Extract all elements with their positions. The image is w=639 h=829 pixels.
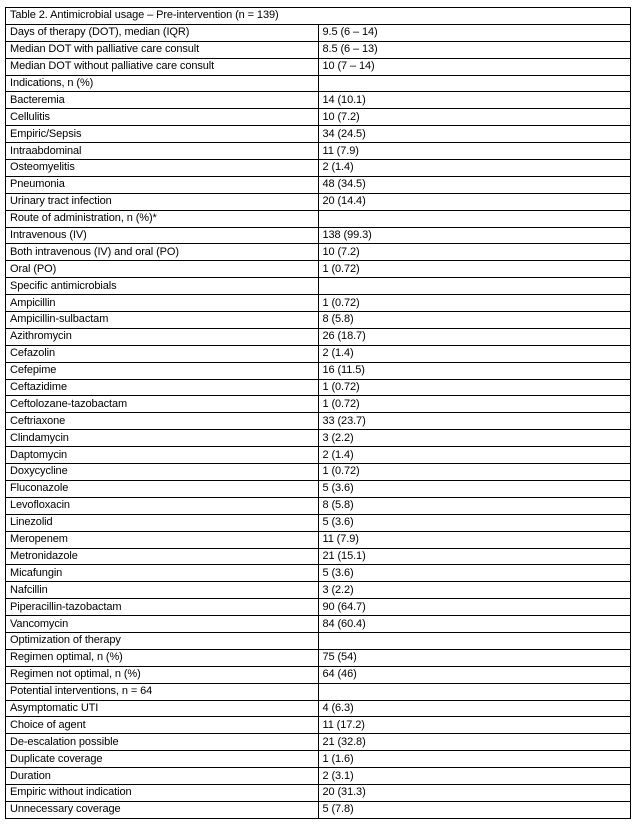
row-value: 11 (17.2) [318, 717, 631, 734]
row-value: 48 (34.5) [318, 176, 631, 193]
section-header-row [6, 632, 631, 649]
row-label: Urinary tract infection [6, 193, 319, 210]
table-row [6, 801, 631, 818]
table-row [6, 227, 631, 244]
row-value: 8.5 (6 – 13) [318, 41, 631, 58]
row-label: Piperacillin-tazobactam [6, 599, 319, 616]
row-label: Empiric/Sepsis [6, 126, 319, 143]
row-value: 16 (11.5) [318, 362, 631, 379]
table-row [6, 328, 631, 345]
row-value: 3 (2.2) [318, 430, 631, 447]
table-row [6, 413, 631, 430]
row-value: 5 (3.6) [318, 565, 631, 582]
table-row [6, 784, 631, 801]
table-row [6, 447, 631, 464]
row-label: Ceftriaxone [6, 413, 319, 430]
table-row [6, 565, 631, 582]
section-label: Optimization of therapy [6, 632, 319, 649]
table-row [6, 379, 631, 396]
row-value: 5 (3.6) [318, 480, 631, 497]
section-label: Potential interventions, n = 64 [6, 683, 319, 700]
table-title: Table 2. Antimicrobial usage – Pre-intervention (n = 139) [6, 8, 631, 25]
section-label: Specific antimicrobials [6, 278, 319, 295]
table-row [6, 531, 631, 548]
row-label: Metronidazole [6, 548, 319, 565]
antimicrobial-usage-table [5, 7, 631, 819]
table-row [6, 480, 631, 497]
row-label: Cellulitis [6, 109, 319, 126]
row-label: Duplicate coverage [6, 751, 319, 768]
section-label: Days of therapy (DOT), median (IQR) [6, 24, 319, 41]
table-row [6, 362, 631, 379]
row-label: Intraabdominal [6, 143, 319, 160]
row-value: 8 (5.8) [318, 312, 631, 329]
row-label: Regimen optimal, n (%) [6, 649, 319, 666]
row-label: Meropenem [6, 531, 319, 548]
table-row [6, 126, 631, 143]
row-value: 1 (0.72) [318, 261, 631, 278]
row-label: Unnecessary coverage [6, 801, 319, 818]
row-value: 10 (7.2) [318, 244, 631, 261]
table-row [6, 666, 631, 683]
row-value: 33 (23.7) [318, 413, 631, 430]
table-row [6, 41, 631, 58]
table-row [6, 176, 631, 193]
row-label: Duration [6, 768, 319, 785]
row-label: Azithromycin [6, 328, 319, 345]
table-row [6, 430, 631, 447]
table-row [6, 514, 631, 531]
row-value: 3 (2.2) [318, 582, 631, 599]
row-value: 84 (60.4) [318, 616, 631, 633]
row-label: Oral (PO) [6, 261, 319, 278]
table-row [6, 396, 631, 413]
table-row [6, 261, 631, 278]
row-value: 90 (64.7) [318, 599, 631, 616]
row-label: Choice of agent [6, 717, 319, 734]
row-value: 138 (99.3) [318, 227, 631, 244]
row-value: 11 (7.9) [318, 531, 631, 548]
section-header-row [6, 210, 631, 227]
section-value [318, 632, 631, 649]
table-row [6, 582, 631, 599]
section-value [318, 75, 631, 92]
row-label: Empiric without indication [6, 784, 319, 801]
row-label: Intravenous (IV) [6, 227, 319, 244]
table-row [6, 312, 631, 329]
row-label: Vancomycin [6, 616, 319, 633]
row-value: 2 (3.1) [318, 768, 631, 785]
row-label: Micafungin [6, 565, 319, 582]
row-value: 2 (1.4) [318, 160, 631, 177]
table-row [6, 58, 631, 75]
row-label: Median DOT with palliative care consult [6, 41, 319, 58]
row-label: Osteomyelitis [6, 160, 319, 177]
row-label: Bacteremia [6, 92, 319, 109]
row-value: 2 (1.4) [318, 345, 631, 362]
table-body [6, 8, 631, 819]
table-row [6, 700, 631, 717]
row-label: Pneumonia [6, 176, 319, 193]
row-label: Cefazolin [6, 345, 319, 362]
section-value: 9.5 (6 – 14) [318, 24, 631, 41]
table-row [6, 751, 631, 768]
table-row [6, 295, 631, 312]
row-label: Fluconazole [6, 480, 319, 497]
section-label: Indications, n (%) [6, 75, 319, 92]
row-label: Doxycycline [6, 464, 319, 481]
table-row [6, 345, 631, 362]
table-row [6, 497, 631, 514]
section-value [318, 683, 631, 700]
row-value: 20 (14.4) [318, 193, 631, 210]
table-row [6, 548, 631, 565]
row-value: 4 (6.3) [318, 700, 631, 717]
row-value: 11 (7.9) [318, 143, 631, 160]
table-row [6, 768, 631, 785]
row-label: Levofloxacin [6, 497, 319, 514]
row-value: 34 (24.5) [318, 126, 631, 143]
row-label: Cefepime [6, 362, 319, 379]
section-header-row [6, 278, 631, 295]
row-value: 10 (7 – 14) [318, 58, 631, 75]
row-value: 2 (1.4) [318, 447, 631, 464]
row-value: 14 (10.1) [318, 92, 631, 109]
row-value: 21 (15.1) [318, 548, 631, 565]
table-row [6, 649, 631, 666]
row-value: 10 (7.2) [318, 109, 631, 126]
row-value: 64 (46) [318, 666, 631, 683]
section-value [318, 278, 631, 295]
row-value: 21 (32.8) [318, 734, 631, 751]
row-value: 26 (18.7) [318, 328, 631, 345]
row-label: Linezolid [6, 514, 319, 531]
row-value: 20 (31.3) [318, 784, 631, 801]
row-label: Clindamycin [6, 430, 319, 447]
table-row [6, 92, 631, 109]
row-value: 5 (7.8) [318, 801, 631, 818]
section-header-row [6, 75, 631, 92]
row-value: 1 (1.6) [318, 751, 631, 768]
row-label: Median DOT without palliative care consult [6, 58, 319, 75]
table-row [6, 616, 631, 633]
table-row [6, 193, 631, 210]
table-row [6, 244, 631, 261]
row-value: 1 (0.72) [318, 464, 631, 481]
row-value: 1 (0.72) [318, 396, 631, 413]
row-label: Ampicillin [6, 295, 319, 312]
row-value: 1 (0.72) [318, 295, 631, 312]
table-row [6, 717, 631, 734]
table-row [6, 109, 631, 126]
row-label: Nafcillin [6, 582, 319, 599]
section-value [318, 210, 631, 227]
table-row [6, 160, 631, 177]
row-label: Regimen not optimal, n (%) [6, 666, 319, 683]
row-value: 8 (5.8) [318, 497, 631, 514]
row-label: De-escalation possible [6, 734, 319, 751]
section-label: Route of administration, n (%)* [6, 210, 319, 227]
table-row [6, 734, 631, 751]
row-value: 5 (3.6) [318, 514, 631, 531]
row-label: Ampicillin-sulbactam [6, 312, 319, 329]
section-header-row [6, 24, 631, 41]
row-label: Asymptomatic UTI [6, 700, 319, 717]
table-title-row [6, 8, 631, 25]
table-row [6, 143, 631, 160]
row-value: 75 (54) [318, 649, 631, 666]
table-row [6, 464, 631, 481]
row-label: Daptomycin [6, 447, 319, 464]
row-label: Ceftolozane-tazobactam [6, 396, 319, 413]
row-label: Both intravenous (IV) and oral (PO) [6, 244, 319, 261]
section-header-row [6, 683, 631, 700]
row-label: Ceftazidime [6, 379, 319, 396]
row-value: 1 (0.72) [318, 379, 631, 396]
table-row [6, 599, 631, 616]
